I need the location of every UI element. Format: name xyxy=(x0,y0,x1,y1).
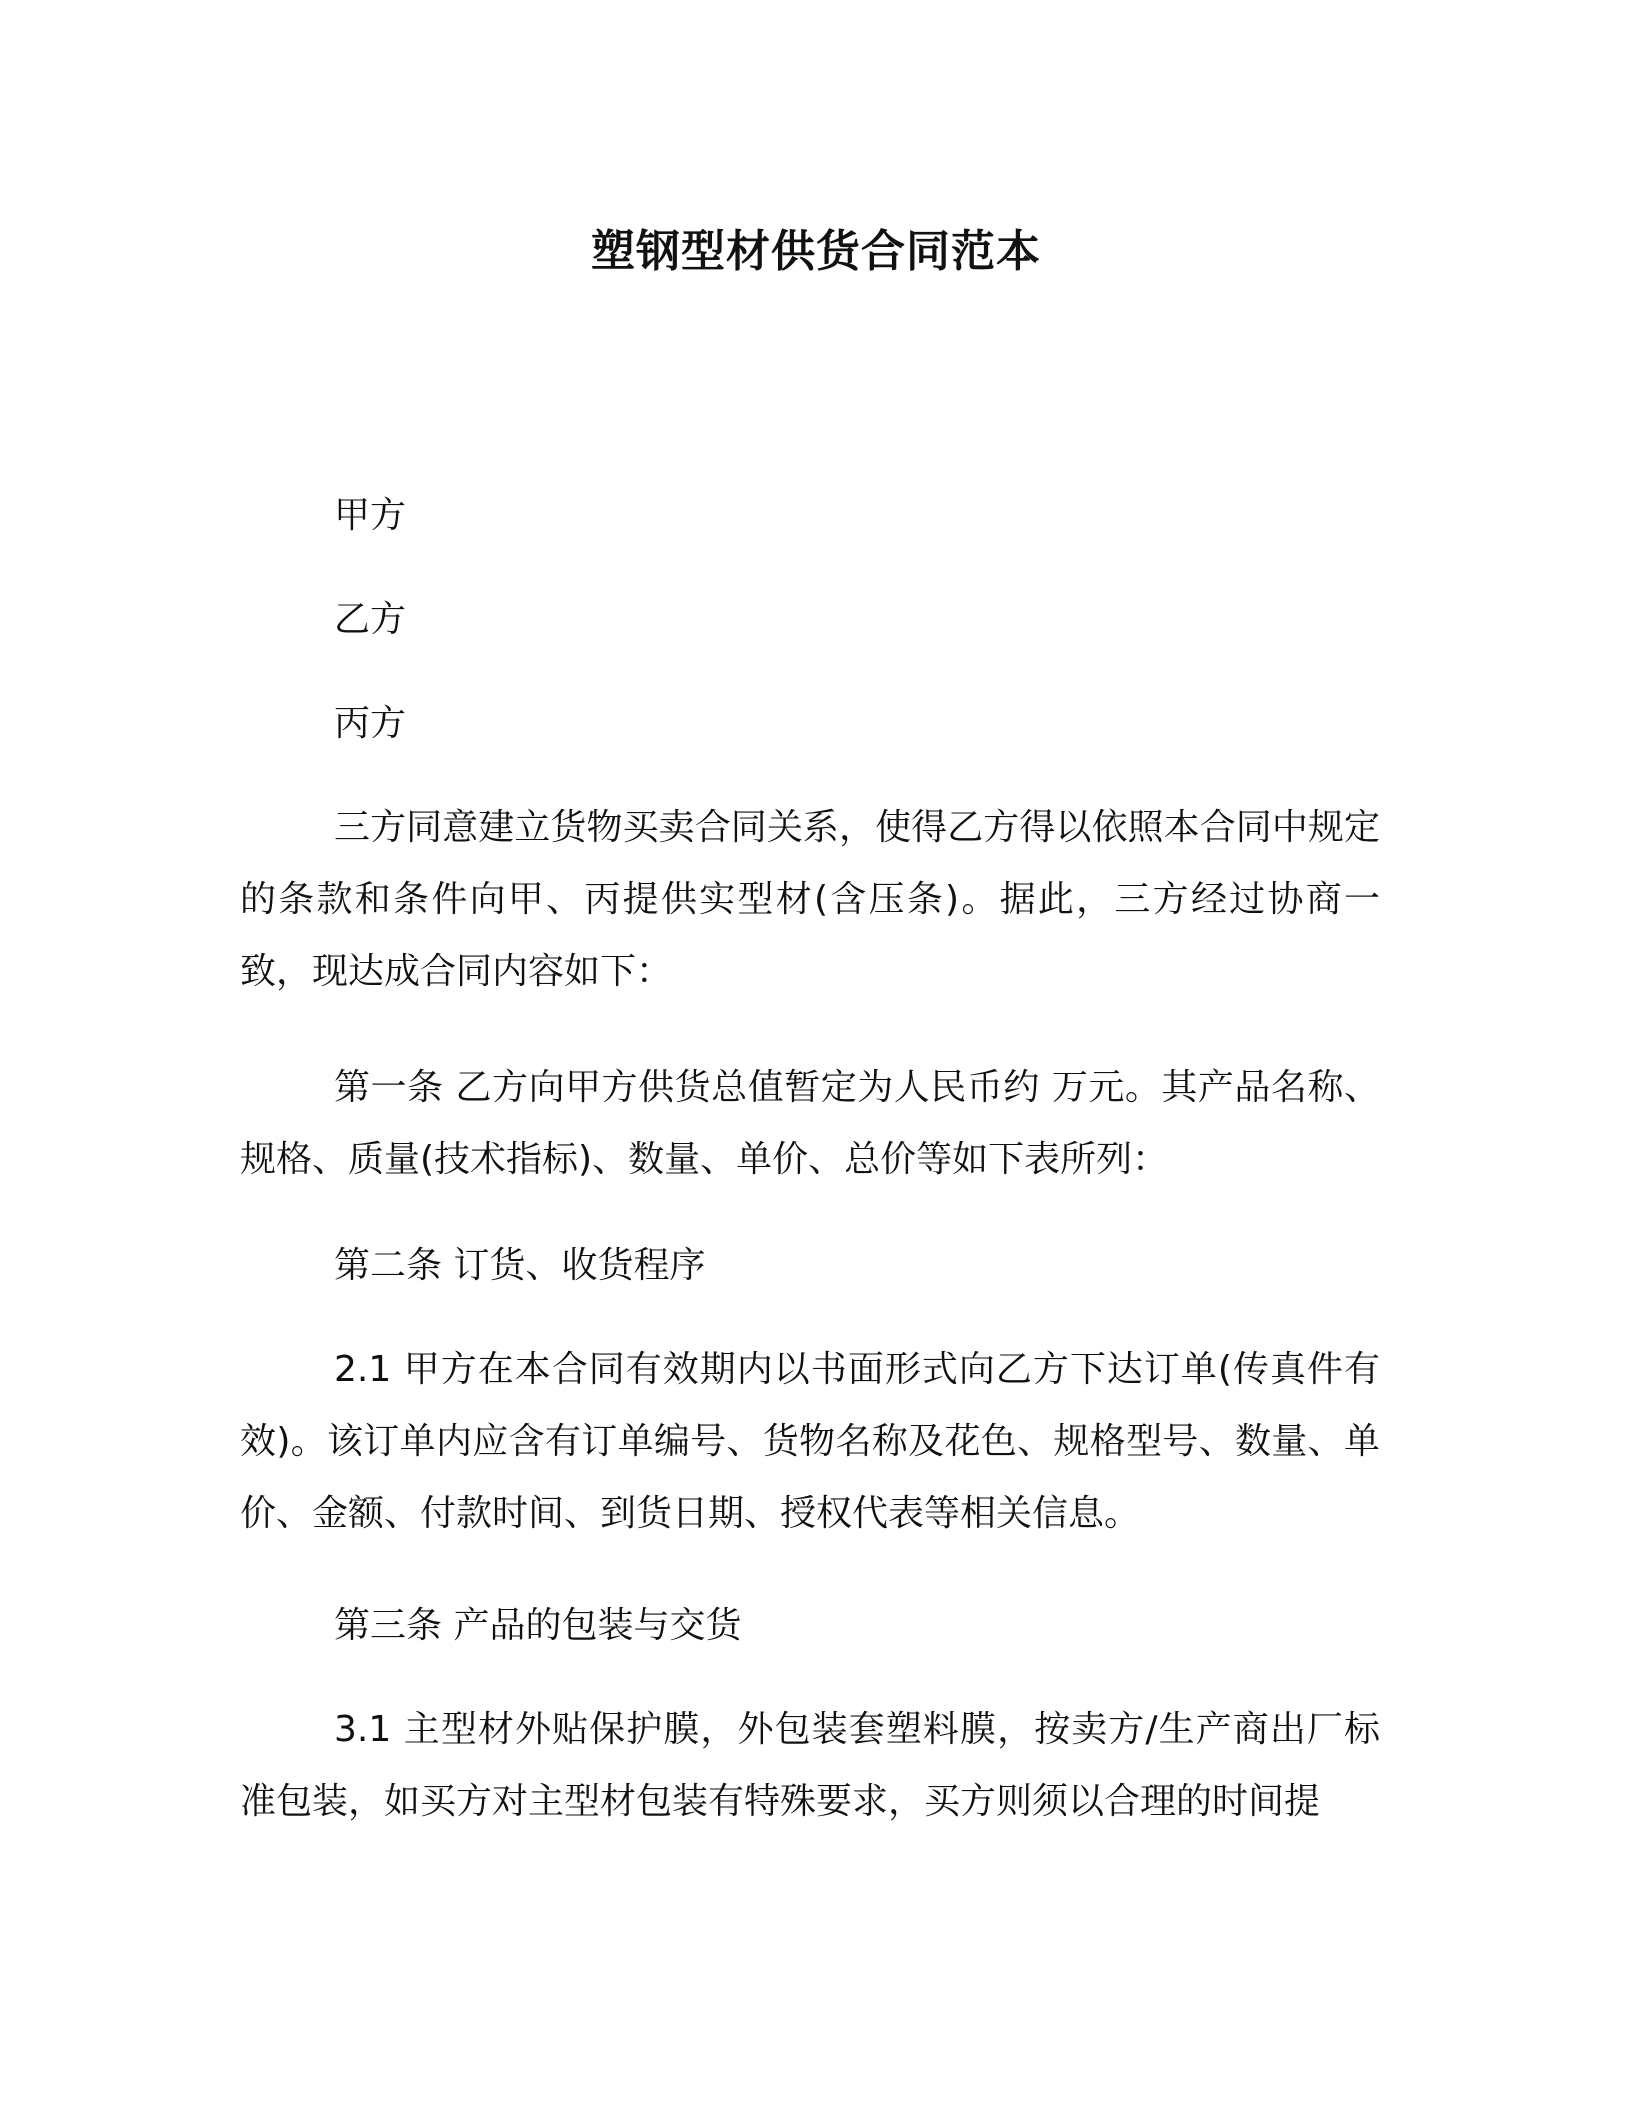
article-2-heading: 第二条 订货、收货程序 xyxy=(334,1245,706,1286)
clause-3-1-paragraph: 3.1 主型材外贴保护膜，外包装套塑料膜，按卖方/生产商出厂标准包装，如买方对主型材包装有特殊要求，买方则须以合理的时间提 xyxy=(240,1709,1380,1822)
party-c-label: 丙方 xyxy=(334,703,407,744)
clause-2-1-paragraph: 2.1 甲方在本合同有效期内以书面形式向乙方下达订单(传真件有效)。该订单内应含有订单编号、货物名称及花色、规格型号、数量、单价、金额、付款时间、到货日期、授权代表等相关信息。 xyxy=(240,1349,1380,1534)
article-3-heading: 第三条 产品的包装与交货 xyxy=(334,1605,742,1646)
intro-paragraph: 三方同意建立货物买卖合同关系，使得乙方得以依照本合同中规定的条款和条件向甲、丙提供实型材(含压条)。据此，三方经过协商一致，现达成合同内容如下： xyxy=(240,807,1380,992)
document-title: 塑钢型材供货合同范本 xyxy=(591,226,1041,277)
article-1-paragraph: 第一条 乙方向甲方供货总值暂定为人民币约 万元。其产品名称、规格、质量(技术指标)、数量、单价、总价等如下表所列： xyxy=(240,1067,1380,1180)
party-a-label: 甲方 xyxy=(334,495,407,536)
party-b-label: 乙方 xyxy=(334,599,407,640)
